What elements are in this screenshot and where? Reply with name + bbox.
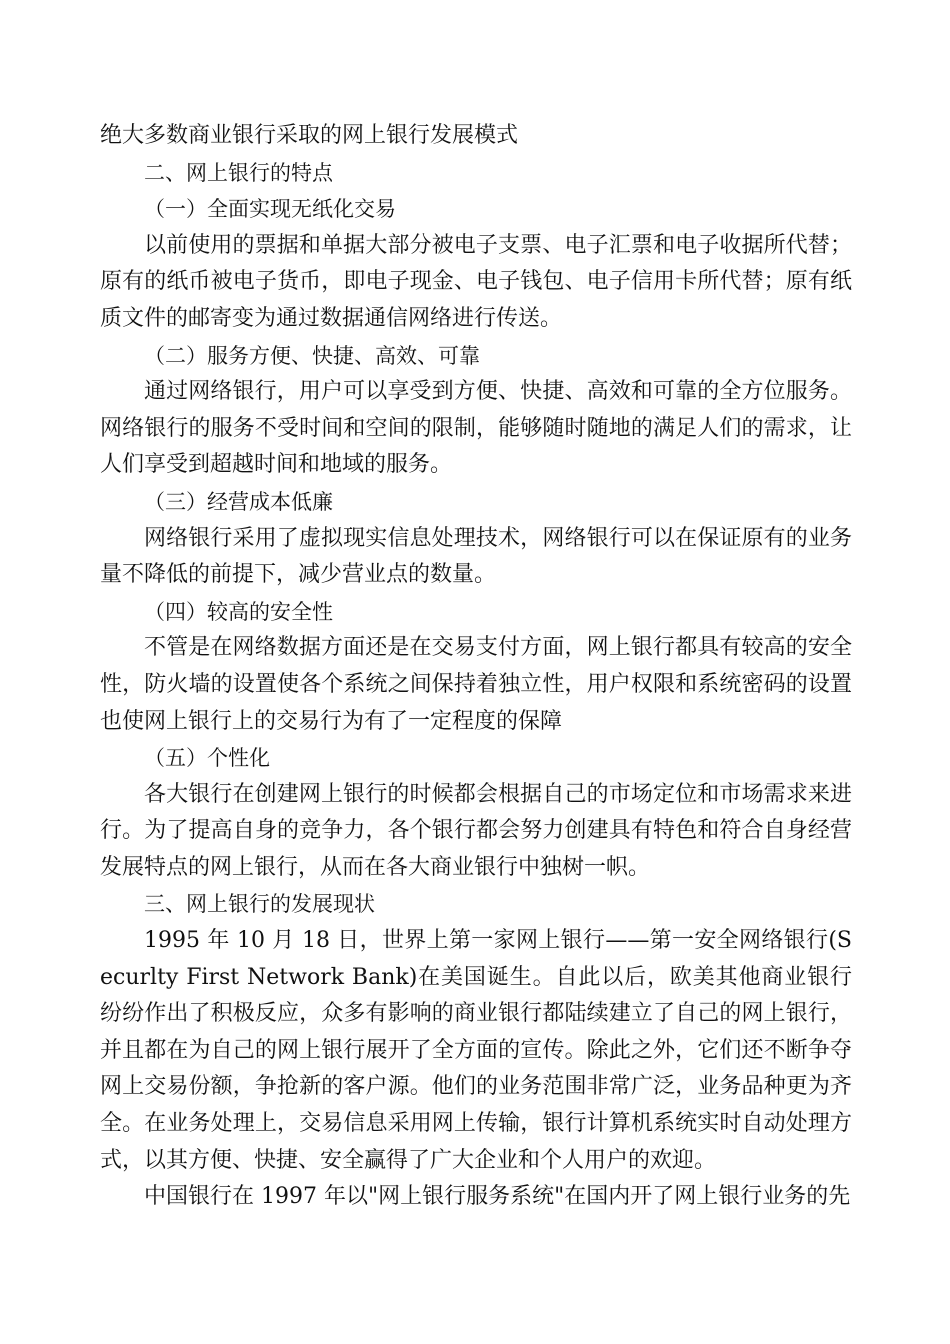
subheading-service: （二）服务方便、快捷、高效、可靠 <box>144 343 480 368</box>
subheading-security: （四）较高的安全性 <box>144 599 333 624</box>
document-body <box>100 118 852 1216</box>
paragraph-personalization: 各大银行在创建网上银行的时候都会根据自己的市场定位和市场需求来进行。为了提高自身的竞争力，各个银行都会努力创建具有特色和符合自身经营发展特点的网上银行，从而在各大商业银行中独树一帜。 <box>100 781 852 880</box>
paragraph-cost: 网络银行采用了虚拟现实信息处理技术，网络银行可以在保证原有的业务量不降低的前提下，减少营业点的数量。 <box>100 525 852 588</box>
section-heading-status: 三、网上银行的发展现状 <box>144 892 375 917</box>
paragraph-service: 通过网络银行，用户可以享受到方便、快捷、高效和可靠的全方位服务。网络银行的服务不受时间和空间的限制，能够随时随地的满足人们的需求，让人们享受到超越时间和地域的服务。 <box>100 379 852 478</box>
paragraph-history: 1995 年 10 月 18 日，世界上第一家网上银行——第一安全网络银行(Securlty First Network Bank)在美国诞生。自此以后，欧美其他商业银行纷纷作出了积极反应，众多有影响的商业银行都陆续建立了自己的网上银行，并且都在为自己的网上银行展开了全方面的宣传。除此之外，它们还不断争夺网上交易份额，争抢新的客户源。他们的业务范围非常广泛，业务品种更为齐全。在业务处理上，交易信息采用网上传输，银行计算机系统实时自动处理方式，以其方便、快捷、安全赢得了广大企业和个人用户的欢迎。 <box>100 928 852 1173</box>
subheading-cost: （三）经营成本低廉 <box>144 489 333 514</box>
paragraph-paperless: 以前使用的票据和单据大部分被电子支票、电子汇票和电子收据所代替；原有的纸币被电子货币，即电子现金、电子钱包、电子信用卡所代替；原有纸质文件的邮寄变为通过数据通信网络进行传送。 <box>100 232 852 331</box>
section-heading-features: 二、网上银行的特点 <box>144 160 333 185</box>
subheading-paperless: （一）全面实现无纸化交易 <box>144 197 396 222</box>
paragraph-continuation: 绝大多数商业银行采取的网上银行发展模式 <box>100 123 519 148</box>
paragraph-boc: 中国银行在 1997 年以"网上银行服务系统"在国内开了网上银行业务的先 <box>144 1184 851 1210</box>
subheading-personalization: （五）个性化 <box>144 746 270 771</box>
paragraph-security: 不管是在网络数据方面还是在交易支付方面，网上银行都具有较高的安全性，防火墙的设置使各个系统之间保持着独立性，用户权限和系统密码的设置也使网上银行上的交易行为有了一定程度的保障 <box>100 635 852 734</box>
